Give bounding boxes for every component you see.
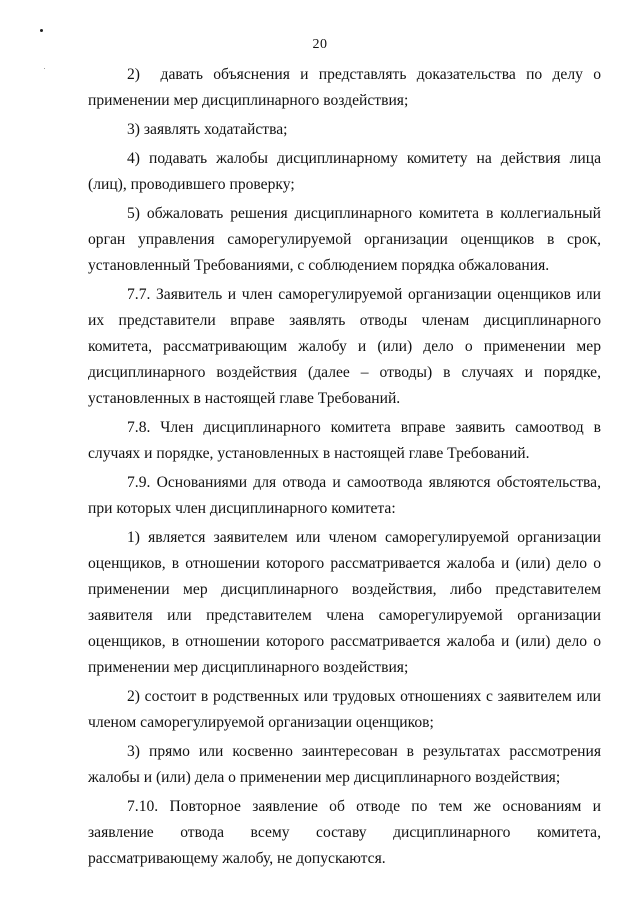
document-body	[88, 62, 601, 872]
scan-speck	[44, 68, 45, 69]
paragraph-right-petitions: 3) заявлять ходатайства;	[127, 121, 288, 138]
paragraph-7-7: 7.7. Заявитель и член саморегулируемой организации оценщиков или их представители вправе заявлять отводы членам дисциплинарного комитета, рассматривающим жалобу и (или) дело о применении мер дисциплинарного воздействия (далее – отводы) в случаях и порядке, установленных в настоящей главе Требований.	[88, 286, 601, 407]
paragraph-right-explanations: 2) давать объяснения и представлять доказательства по делу о применении мер дисциплинарного воздействия;	[88, 66, 601, 109]
paragraph-right-appeal: 5) обжаловать решения дисциплинарного комитета в коллегиальный орган управления саморегулируемой организации оценщиков в срок, установленный Требованиями, с соблюдением порядка обжалования.	[88, 205, 601, 274]
paragraph-7-10: 7.10. Повторное заявление об отводе по тем же основаниям и заявление отвода всему составу дисциплинарного комитета, рассматривающему жалобу, не допускаются.	[88, 798, 601, 867]
page-number: 20	[312, 37, 328, 52]
scan-speck	[40, 29, 43, 32]
paragraph-ground-2: 2) состоит в родственных или трудовых отношениях с заявителем или членом саморегулируемой организации оценщиков;	[88, 688, 601, 731]
paragraph-ground-3: 3) прямо или косвенно заинтересован в результатах рассмотрения жалобы и (или) дела о применении мер дисциплинарного воздействия;	[88, 743, 601, 786]
paragraph-7-8: 7.8. Член дисциплинарного комитета вправе заявить самоотвод в случаях и порядке, установленных в настоящей главе Требований.	[88, 419, 601, 462]
paragraph-ground-1: 1) является заявителем или членом саморегулируемой организации оценщиков, в отношении которого рассматривается жалоба и (или) дело о применении мер дисциплинарного воздействия, либо представителем заявителя или представителем члена саморегулируемой организации оценщиков, в отношении которого рассматривается жалоба и (или) дело о применении мер дисциплинарного воздействия;	[88, 529, 601, 676]
paragraph-7-9: 7.9. Основаниями для отвода и самоотвода являются обстоятельства, при которых член дисциплинарного комитета:	[88, 474, 601, 517]
paragraph-right-complaints: 4) подавать жалобы дисциплинарному комитету на действия лица (лиц), проводившего проверку;	[88, 150, 601, 193]
